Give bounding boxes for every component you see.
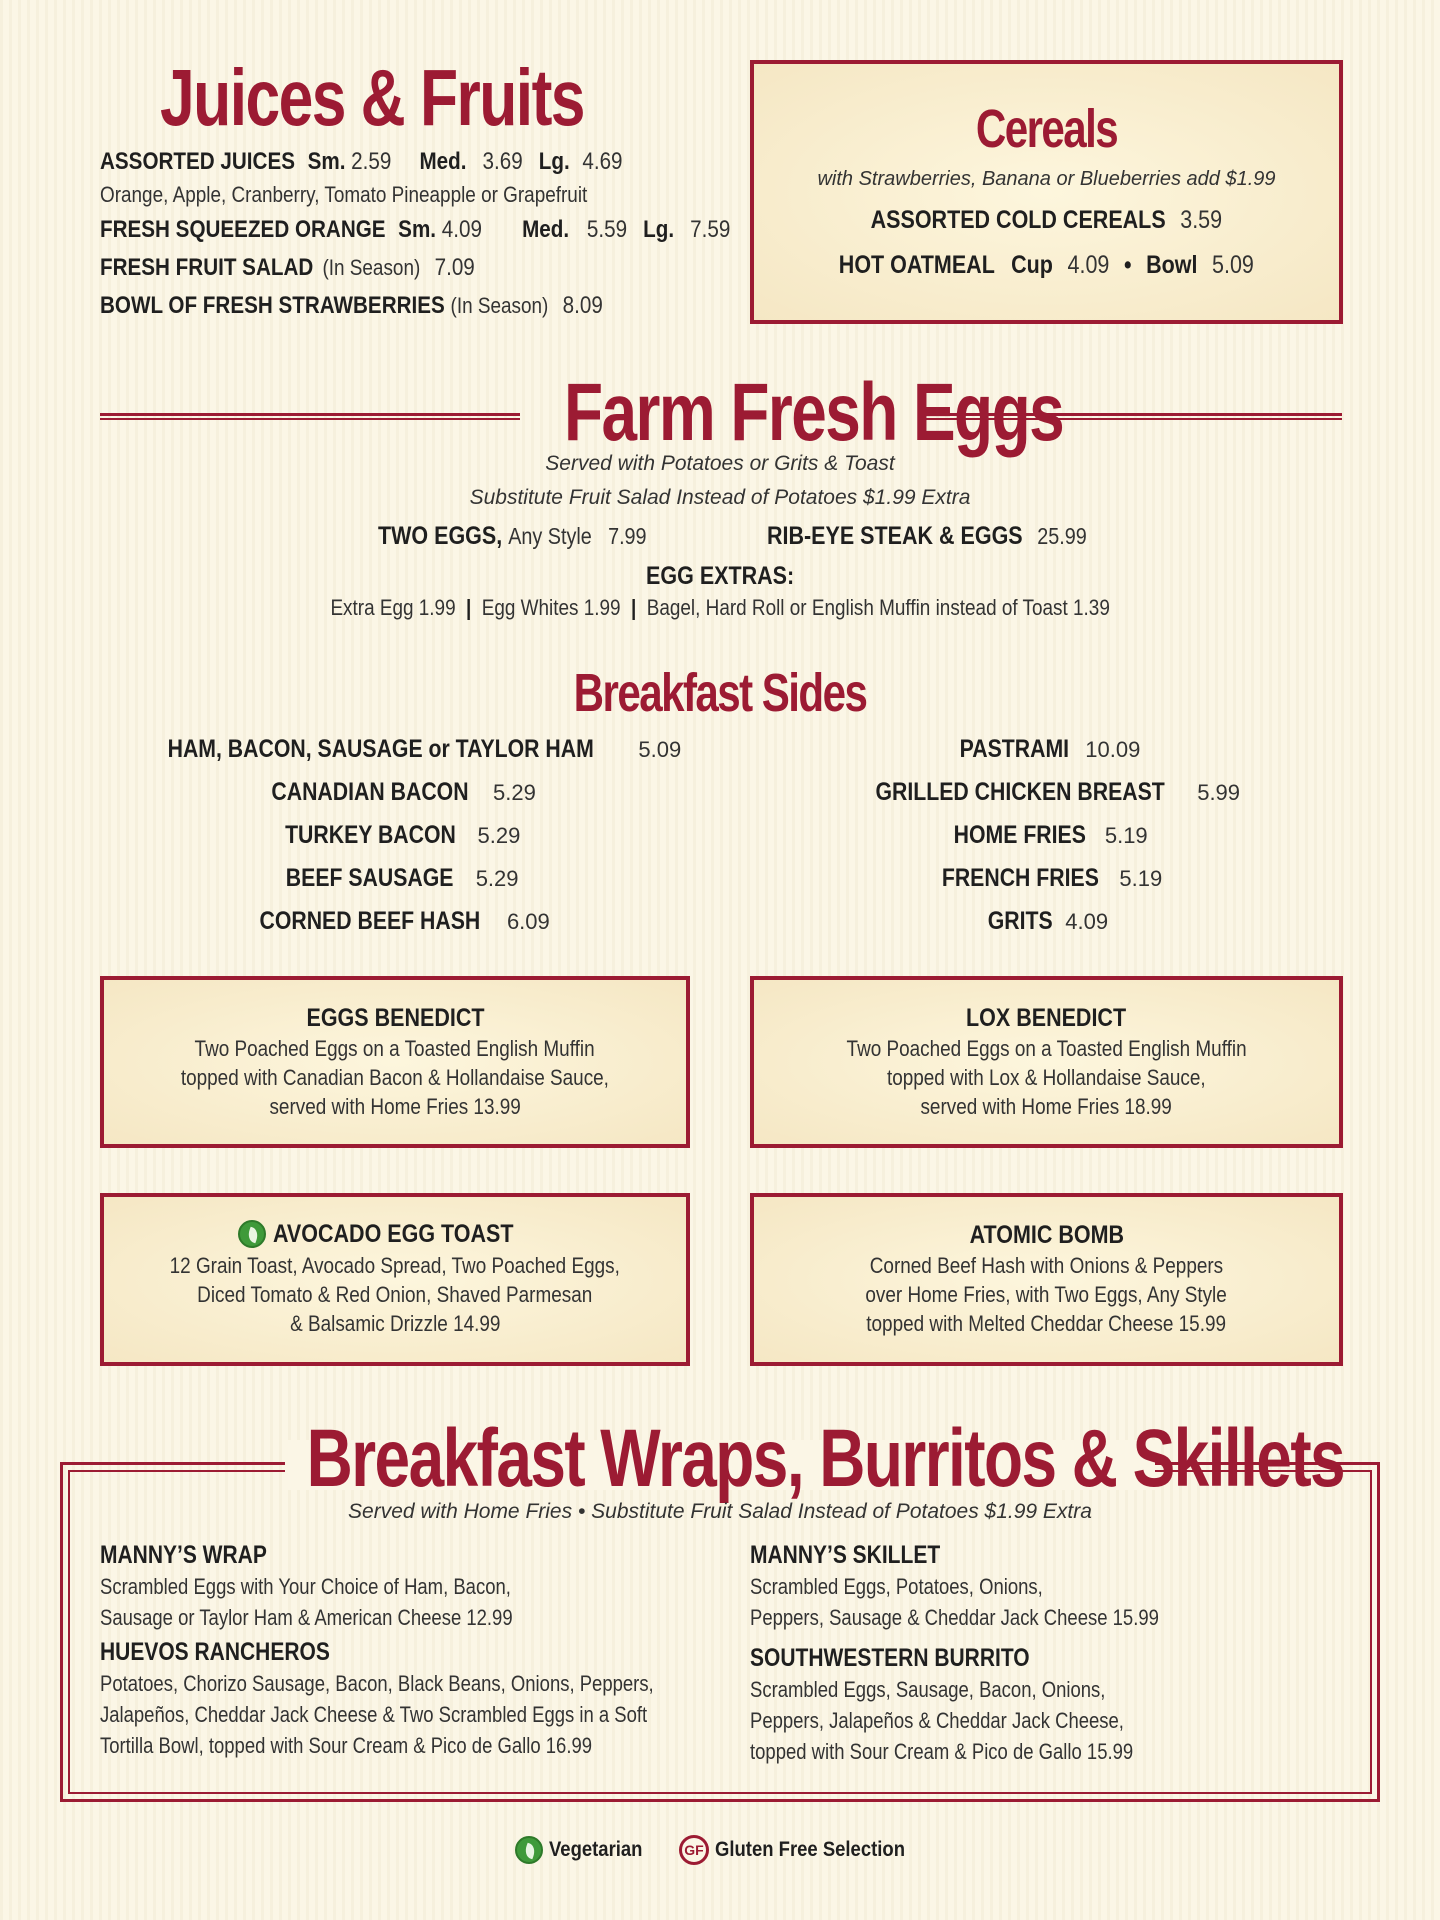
legend-vegetarian: Vegetarian [548, 1838, 643, 1861]
juices-list [100, 148, 740, 330]
extra-item: Bagel, Hard Roll or English Muffin instead of Toast 1.39 [646, 595, 1110, 620]
separator: | [465, 595, 472, 620]
special-desc-line: served with Home Fries 18.99 [920, 1094, 1173, 1119]
gf-icon: GF [679, 1835, 709, 1865]
eggs-title-rule-left [100, 413, 520, 420]
item-note: (In Season) [450, 293, 549, 318]
cereals-box [750, 60, 1343, 324]
size-label: Lg. [538, 148, 570, 175]
cold-cereals-row [754, 206, 1339, 235]
ribeye-row [767, 522, 1139, 551]
extra-item: Extra Egg 1.99 [330, 595, 456, 620]
size-label: Med. [522, 216, 570, 243]
item-name: BOWL OF FRESH STRAWBERRIES [100, 292, 445, 319]
size-label: Lg. [643, 216, 675, 243]
price: 4.09 [1067, 251, 1110, 279]
leaf-icon [238, 1220, 266, 1248]
strawberries-row [100, 292, 740, 330]
wraps-right-column [750, 1540, 1350, 1767]
side-item: FRENCH FRIES 5.19 [941, 864, 1163, 892]
special-name: EGGS BENEDICT [305, 1004, 484, 1032]
price: 7.59 [690, 216, 731, 243]
size-label: Sm. [307, 148, 346, 175]
price: 25.99 [1037, 523, 1087, 549]
size-label: Med. [419, 148, 467, 175]
special-desc-line: served with Home Fries 13.99 [269, 1094, 521, 1119]
eggs-benedict-box [100, 976, 690, 1148]
price: 7.99 [608, 523, 647, 549]
special-desc-line: Two Poached Eggs on a Toasted English Muffin [194, 1036, 596, 1061]
size-label: Bowl [1146, 251, 1198, 279]
special-desc-line: & Balsamic Drizzle 14.99 [289, 1311, 501, 1336]
item-desc-line: Scrambled Eggs, Potatoes, Onions, [750, 1574, 1043, 1599]
size-label: Sm. [398, 216, 437, 243]
eggs-subtitle-1: Served with Potatoes or Grits & Toast [545, 452, 895, 475]
egg-extras-row [0, 595, 1440, 621]
item-desc-line: Scrambled Eggs, Sausage, Bacon, Onions, [750, 1677, 1106, 1702]
special-desc-line: Corned Beef Hash with Onions & Peppers [869, 1253, 1224, 1278]
item-desc-line: Potatoes, Chorizo Sausage, Bacon, Black Beans, Onions, Peppers, [100, 1671, 654, 1696]
special-desc-line: over Home Fries, with Two Eggs, Any Style [865, 1282, 1228, 1307]
special-desc-line: 12 Grain Toast, Avocado Spread, Two Poached Eggs, [169, 1253, 621, 1278]
assorted-juices-desc: Orange, Apple, Cranberry, Tomato Pineapple or Grapefruit [100, 182, 588, 207]
special-name: AVOCADO EGG TOAST [104, 1219, 686, 1249]
item-name: FRESH SQUEEZED ORANGE [100, 216, 386, 243]
side-item: CORNED BEEF HASH 6.09 [259, 907, 550, 935]
side-item: TURKEY BACON 5.29 [284, 821, 521, 849]
atomic-bomb-box [750, 1193, 1343, 1366]
item-name: FRESH FRUIT SALAD [100, 254, 314, 281]
item-name: HOT OATMEAL [838, 251, 996, 279]
special-desc-line: Diced Tomato & Red Onion, Shaved Parmesan [197, 1282, 593, 1307]
item-desc-line: Peppers, Jalapeños & Cheddar Jack Cheese, [750, 1708, 1124, 1733]
legend [515, 1835, 931, 1865]
legend-gluten-free: Gluten Free Selection [714, 1838, 905, 1861]
cereals-subtitle: with Strawberries, Banana or Blueberries add $1.99 [817, 168, 1276, 190]
assorted-juices-row [100, 148, 740, 182]
item-note: (In Season) [322, 255, 421, 280]
item-desc-line: Sausage or Taylor Ham & American Cheese 12.99 [100, 1605, 513, 1630]
item-name: SOUTHWESTERN BURRITO [750, 1644, 1030, 1672]
wraps-subtitle: Served with Home Fries • Substitute Fruit Salad Instead of Potatoes $1.99 Extra [348, 1500, 1092, 1523]
special-desc-line: Two Poached Eggs on a Toasted English Muffin [846, 1036, 1247, 1061]
extra-item: Egg Whites 1.99 [481, 595, 621, 620]
item-name: ASSORTED COLD CEREALS [870, 206, 1166, 234]
item-name: ASSORTED JUICES [100, 148, 295, 175]
fruit-salad-row [100, 254, 740, 292]
item-desc-line: Jalapeños, Cheddar Jack Cheese & Two Scrambled Eggs in a Soft [100, 1702, 648, 1727]
juices-title: Juices & Fruits [160, 53, 584, 142]
price: 3.69 [482, 148, 523, 175]
side-item: HOME FRIES 5.19 [953, 821, 1148, 849]
separator: | [630, 595, 637, 620]
wraps-title: Breakfast Wraps, Burritos & Skillets [306, 1413, 1345, 1504]
price: 4.69 [582, 148, 623, 175]
special-desc-line: topped with Canadian Bacon & Hollandaise Sauce, [180, 1065, 610, 1090]
size-label: Cup [1011, 251, 1054, 279]
side-item: GRILLED CHICKEN BREAST 5.99 [875, 778, 1241, 806]
price: 3.59 [1180, 206, 1223, 234]
item-desc-line: Scrambled Eggs with Your Choice of Ham, Bacon, [100, 1574, 511, 1599]
side-item: GRITS 4.09 [987, 907, 1109, 935]
special-name: ATOMIC BOMB [969, 1221, 1124, 1249]
price: 5.09 [1212, 251, 1255, 279]
side-item: HAM, BACON, SAUSAGE or TAYLOR HAM 5.09 [167, 735, 682, 763]
eggs-title: Farm Fresh Eggs [564, 367, 1064, 458]
two-eggs-row [378, 522, 690, 551]
item-name: MANNY’S WRAP [100, 1541, 267, 1569]
lox-benedict-box [750, 976, 1343, 1148]
egg-extras-title: EGG EXTRAS: [645, 562, 795, 590]
wraps-left-column [100, 1540, 720, 1761]
price: 7.09 [434, 254, 475, 281]
sides-right-column [800, 728, 1290, 943]
item-desc-line: Peppers, Sausage & Cheddar Jack Cheese 15.99 [750, 1605, 1159, 1630]
fresh-orange-row [100, 216, 740, 254]
side-item: BEEF SAUSAGE 5.29 [286, 864, 519, 892]
item-name: TWO EGGS, [378, 522, 503, 550]
item-name: MANNY’S SKILLET [750, 1541, 941, 1569]
bullet: • [1124, 251, 1132, 279]
item-desc-line: Tortilla Bowl, topped with Sour Cream & Pico de Gallo 16.99 [100, 1733, 593, 1758]
special-desc-line: topped with Melted Cheddar Cheese 15.99 [866, 1311, 1227, 1336]
price: 8.09 [562, 292, 603, 319]
item-name: RIB-EYE STEAK & EGGS [767, 522, 1023, 550]
sides-title: Breakfast Sides [573, 663, 867, 723]
special-name: LOX BENEDICT [966, 1004, 1127, 1032]
price: 2.59 [351, 148, 392, 175]
side-item: PASTRAMI 10.09 [959, 735, 1141, 763]
hot-oatmeal-row [754, 251, 1339, 280]
price: 5.59 [586, 216, 628, 243]
item-name: HUEVOS RANCHEROS [100, 1638, 330, 1666]
sides-left-column [130, 728, 682, 943]
item-note: Any Style [508, 523, 592, 549]
leaf-icon [515, 1836, 543, 1864]
avocado-egg-toast-box [100, 1193, 690, 1366]
price: 4.09 [441, 216, 482, 243]
cereals-title: Cereals [975, 99, 1118, 159]
side-item: CANADIAN BACON 5.29 [271, 778, 536, 806]
special-desc-line: topped with Lox & Hollandaise Sauce, [887, 1065, 1206, 1090]
eggs-subtitle-2: Substitute Fruit Salad Instead of Potatoes $1.99 Extra [469, 486, 971, 509]
item-desc-line: topped with Sour Cream & Pico de Gallo 15.99 [750, 1739, 1134, 1764]
